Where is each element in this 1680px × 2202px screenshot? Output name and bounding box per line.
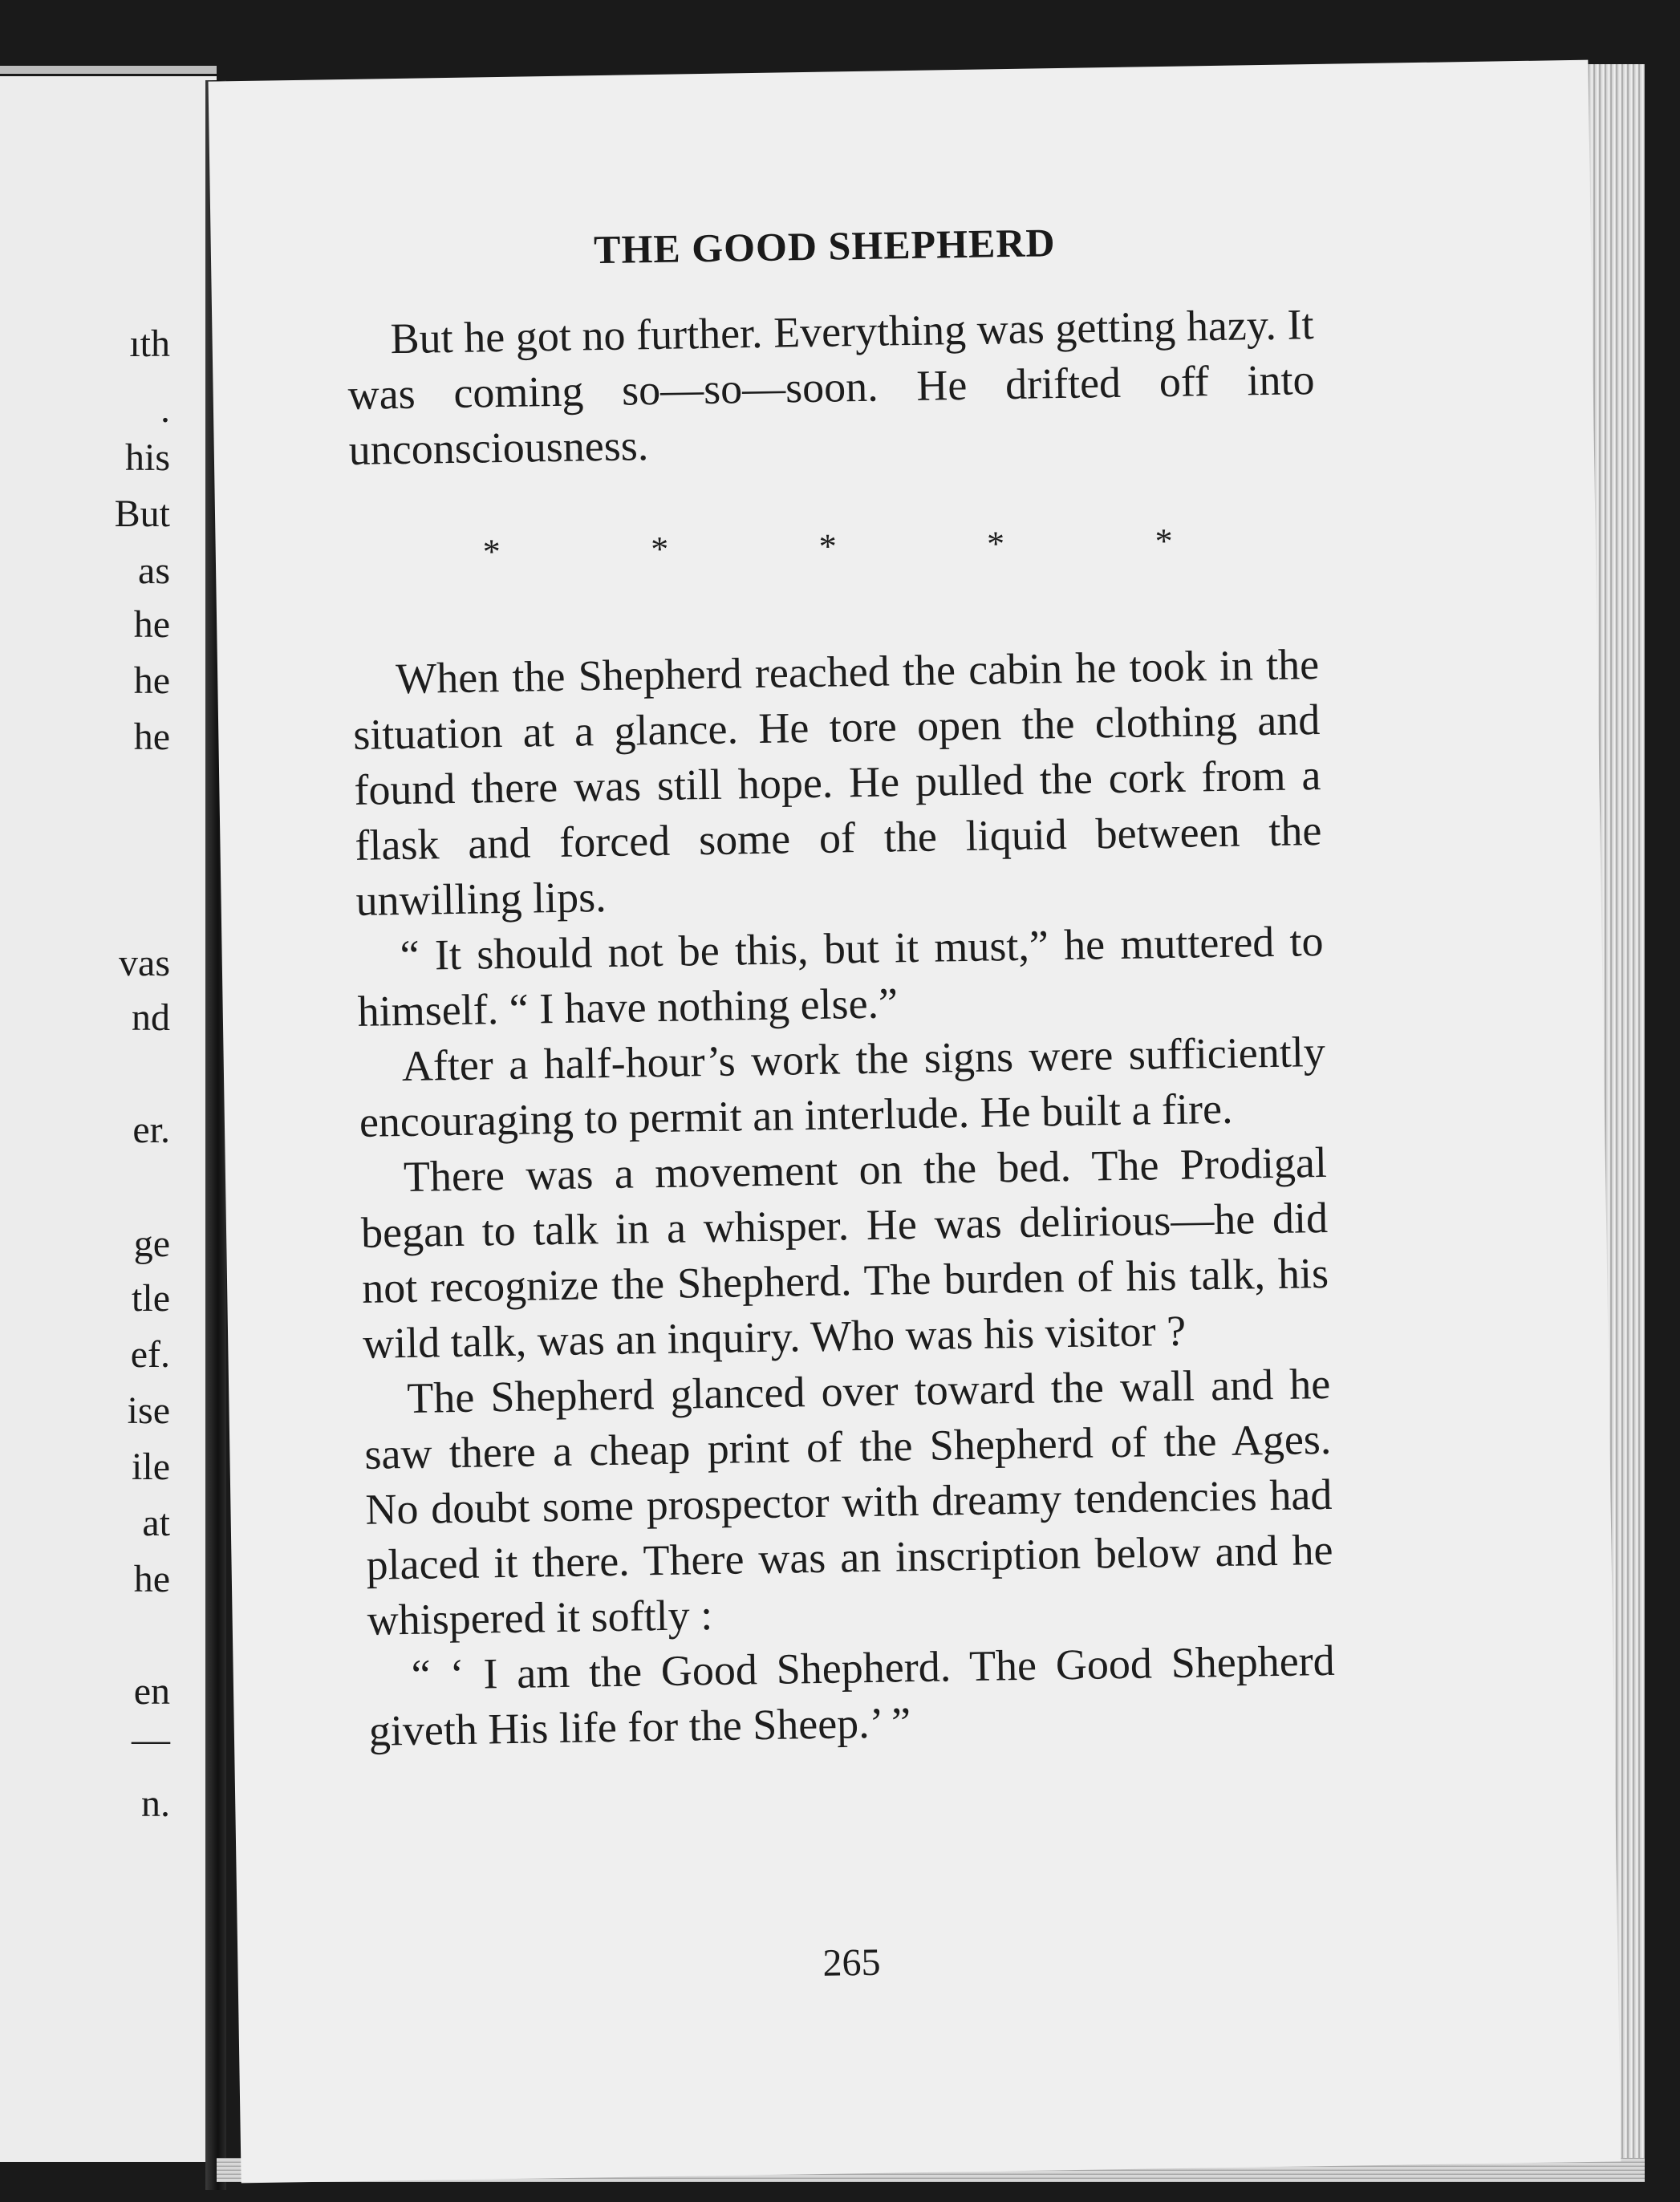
asterisk: * (1154, 521, 1174, 562)
left-page-text-column (0, 76, 170, 2162)
asterisk: * (818, 526, 838, 566)
left-text-fragment: But (114, 493, 170, 535)
left-text-fragment: ge (133, 1223, 170, 1265)
paragraph: There was a movement on the bed. The Prodigal began to talk in a whisper. He was delirious—he did not recognize the Shepherd. The burden of his talk, his wild talk, was an inquiry. Who was his visitor ? (360, 1137, 1329, 1368)
left-text-fragment: n. (141, 1782, 170, 1825)
left-text-fragment: at (142, 1502, 170, 1544)
left-text-fragment: . (160, 388, 170, 431)
paragraph: “ It should not be this, but it must,” he muttered to himself. “ I have nothing else.” (357, 916, 1324, 1036)
paragraph: After a half-hour’s work the signs were sufficiently encouraging to permit an interlude. He built a fire. (359, 1027, 1326, 1146)
left-text-fragment: he (133, 659, 170, 702)
asterisk: * (650, 529, 669, 570)
left-text-fragment: ıth (129, 322, 170, 365)
left-text-fragment: he (133, 603, 170, 646)
left-text-fragment: er. (132, 1109, 170, 1151)
section-break (482, 513, 1173, 579)
left-text-fragment: tle (132, 1277, 170, 1320)
asterisk: * (482, 532, 501, 572)
right-page (209, 60, 1621, 2184)
left-text-fragment: as (138, 549, 170, 592)
page-body (347, 297, 1336, 1759)
left-text-fragment: his (124, 436, 170, 479)
paragraph: But he got no further. Everything was getting hazy. It was coming so—so—soon. He drifted off into unconsciousness. (347, 300, 1316, 474)
left-text-fragment: he (133, 716, 170, 758)
left-text-fragment: — (132, 1718, 170, 1761)
paragraph: The Shepherd glanced over toward the wall and he saw there a cheap print of the Shepherd of the Ages. No doubt some prospector with dreamy tendencies had placed it there. There was an inscription below and he whispered it softly : (363, 1359, 1333, 1644)
left-text-fragment: ile (132, 1446, 170, 1488)
left-page (0, 76, 217, 2162)
left-text-fragment: en (133, 1670, 170, 1713)
left-page-top-edge (0, 66, 217, 74)
paragraph: “ ‘ I am the Good Shepherd. The Good Shepherd giveth His life for the Sheep.’ ” (368, 1636, 1336, 1755)
left-text-fragment: vas (119, 942, 170, 984)
left-text-fragment: nd (132, 996, 170, 1039)
left-text-fragment: ef. (130, 1333, 170, 1376)
left-text-fragment: ise (127, 1389, 170, 1432)
left-text-fragment: he (133, 1558, 170, 1600)
paragraph: When the Shepherd reached the cabin he took in the situation at a glance. He tore open the clothing and found there was still hope. He pulled the cork from a flask and forced some of the liquid between the unwilling lips. (352, 640, 1322, 925)
running-head: THE GOOD SHEPHERD (593, 220, 1056, 273)
page-number: 265 (822, 1940, 881, 1985)
asterisk: * (986, 524, 1005, 564)
